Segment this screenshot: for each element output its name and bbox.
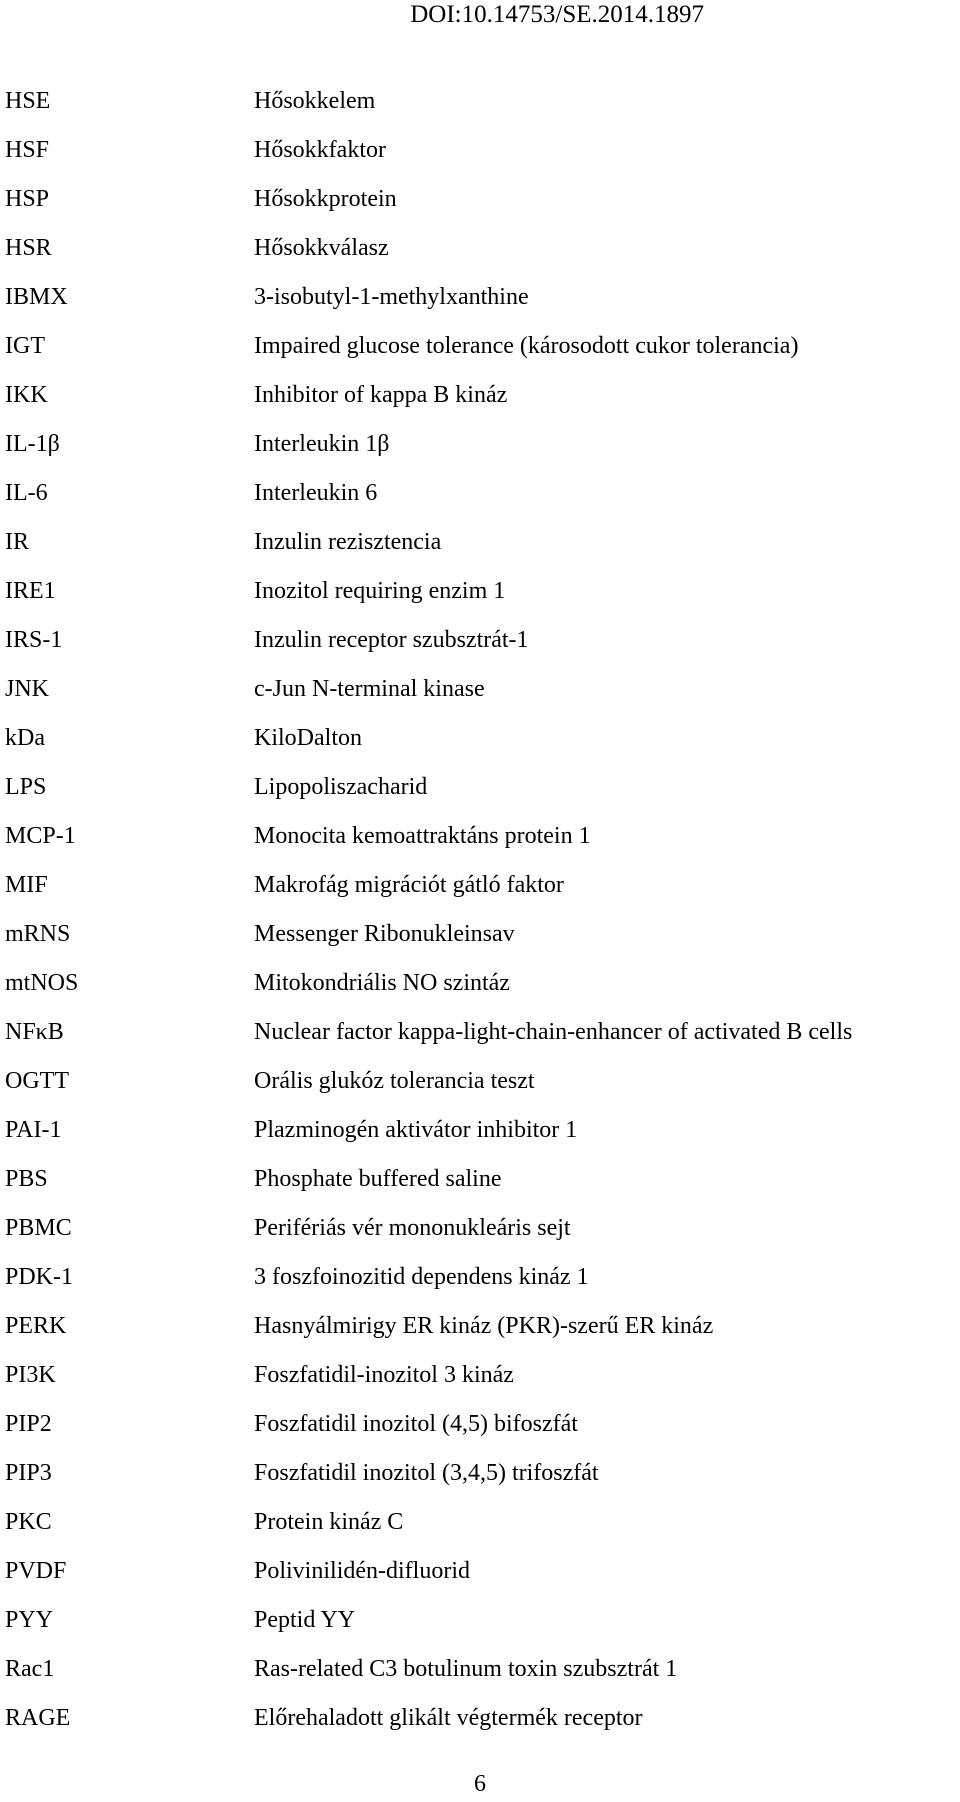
- abbreviation-term: PIP2: [5, 1411, 52, 1437]
- abbreviation-row: [5, 274, 955, 323]
- abbreviation-definition: Orális glukóz tolerancia teszt: [254, 1068, 535, 1094]
- abbreviation-definition: Nuclear factor kappa-light-chain-enhancer of activated B cells: [254, 1019, 853, 1045]
- page-number: 6: [474, 1771, 486, 1797]
- abbreviation-row: [5, 1205, 955, 1254]
- abbreviation-definition: Interleukin 6: [254, 480, 378, 506]
- abbreviation-definition: Hasnyálmirigy ER kináz (PKR)-szerű ER kináz: [254, 1313, 714, 1339]
- doi-header: DOI:10.14753/SE.2014.1897: [410, 1, 704, 28]
- abbreviation-definition: Foszfatidil inozitol (3,4,5) trifoszfát: [254, 1460, 599, 1486]
- abbreviation-row: [5, 1058, 955, 1107]
- abbreviation-term: PYY: [5, 1607, 54, 1633]
- abbreviation-definition: Inozitol requiring enzim 1: [254, 578, 506, 604]
- abbreviation-term: HSF: [5, 137, 50, 163]
- abbreviation-row: [5, 176, 955, 225]
- abbreviation-row: [5, 421, 955, 470]
- abbreviation-term: IR: [5, 529, 29, 555]
- abbreviation-definition: Hősokkfaktor: [254, 137, 386, 163]
- abbreviation-term: PERK: [5, 1313, 67, 1339]
- abbreviation-definition: Perifériás vér mononukleáris sejt: [254, 1215, 571, 1241]
- abbreviation-term: PVDF: [5, 1558, 67, 1584]
- abbreviation-row: [5, 666, 955, 715]
- abbreviation-definition: Előrehaladott glikált végtermék receptor: [254, 1705, 643, 1731]
- abbreviation-definition: Hősokkprotein: [254, 186, 397, 212]
- abbreviation-row: [5, 78, 955, 127]
- abbreviation-row: [5, 568, 955, 617]
- abbreviation-term: HSR: [5, 235, 52, 261]
- abbreviation-definition: Foszfatidil inozitol (4,5) bifoszfát: [254, 1411, 578, 1437]
- abbreviation-list: [5, 78, 955, 1744]
- abbreviation-definition: Plazminogén aktivátor inhibitor 1: [254, 1117, 578, 1143]
- abbreviation-term: PKC: [5, 1509, 52, 1535]
- abbreviation-definition: Interleukin 1β: [254, 431, 390, 457]
- abbreviation-row: [5, 1548, 955, 1597]
- abbreviation-term: IL-1β: [5, 431, 60, 457]
- abbreviation-row: [5, 323, 955, 372]
- abbreviation-row: [5, 1009, 955, 1058]
- abbreviation-definition: Protein kináz C: [254, 1509, 404, 1535]
- abbreviation-term: PAI-1: [5, 1117, 62, 1143]
- abbreviation-definition: c-Jun N-terminal kinase: [254, 676, 485, 702]
- abbreviation-row: [5, 715, 955, 764]
- abbreviation-term: mRNS: [5, 921, 71, 947]
- abbreviation-definition: Hősokkválasz: [254, 235, 389, 261]
- abbreviation-term: IRE1: [5, 578, 56, 604]
- abbreviation-row: [5, 1401, 955, 1450]
- abbreviation-definition: Inhibitor of kappa B kináz: [254, 382, 508, 408]
- abbreviation-row: [5, 617, 955, 666]
- abbreviation-row: [5, 1156, 955, 1205]
- abbreviation-definition: Monocita kemoattraktáns protein 1: [254, 823, 591, 849]
- abbreviation-row: [5, 862, 955, 911]
- abbreviation-row: [5, 1303, 955, 1352]
- abbreviation-definition: Makrofág migrációt gátló faktor: [254, 872, 564, 898]
- abbreviation-row: [5, 1352, 955, 1401]
- abbreviation-definition: Foszfatidil-inozitol 3 kináz: [254, 1362, 514, 1388]
- abbreviation-term: Rac1: [5, 1656, 55, 1682]
- abbreviation-definition: KiloDalton: [254, 725, 362, 751]
- abbreviation-row: [5, 1254, 955, 1303]
- abbreviation-term: PIP3: [5, 1460, 52, 1486]
- abbreviation-term: IRS-1: [5, 627, 63, 653]
- abbreviation-term: OGTT: [5, 1068, 69, 1094]
- abbreviation-definition: 3-isobutyl-1-methylxanthine: [254, 284, 529, 310]
- abbreviation-row: [5, 372, 955, 421]
- abbreviation-definition: Hősokkelem: [254, 88, 376, 114]
- abbreviation-term: PDK-1: [5, 1264, 74, 1290]
- abbreviation-definition: Inzulin receptor szubsztrát-1: [254, 627, 529, 653]
- abbreviation-term: LPS: [5, 774, 47, 800]
- abbreviation-row: [5, 1597, 955, 1646]
- abbreviation-term: MCP-1: [5, 823, 76, 849]
- abbreviation-term: PBMC: [5, 1215, 72, 1241]
- abbreviation-definition: Inzulin rezisztencia: [254, 529, 442, 555]
- abbreviation-row: [5, 1107, 955, 1156]
- abbreviation-definition: Phosphate buffered saline: [254, 1166, 502, 1192]
- abbreviation-definition: Peptid YY: [254, 1607, 356, 1633]
- abbreviation-row: [5, 519, 955, 568]
- abbreviation-term: PI3K: [5, 1362, 56, 1388]
- abbreviation-row: [5, 764, 955, 813]
- abbreviation-definition: Mitokondriális NO szintáz: [254, 970, 510, 996]
- abbreviation-term: IL-6: [5, 480, 48, 506]
- abbreviation-row: [5, 1450, 955, 1499]
- abbreviation-row: [5, 225, 955, 274]
- abbreviation-definition: Messenger Ribonukleinsav: [254, 921, 515, 947]
- abbreviation-term: RAGE: [5, 1705, 71, 1731]
- abbreviation-term: HSP: [5, 186, 50, 212]
- abbreviation-row: [5, 911, 955, 960]
- abbreviation-row: [5, 470, 955, 519]
- abbreviation-term: JNK: [5, 676, 50, 702]
- abbreviation-row: [5, 960, 955, 1009]
- abbreviation-term: HSE: [5, 88, 51, 114]
- abbreviation-term: NFκB: [5, 1019, 64, 1045]
- abbreviation-definition: Polivinilidén-difluorid: [254, 1558, 470, 1584]
- abbreviation-term: IBMX: [5, 284, 68, 310]
- abbreviation-definition: Lipopoliszacharid: [254, 774, 428, 800]
- abbreviation-term: IKK: [5, 382, 48, 408]
- abbreviation-term: PBS: [5, 1166, 48, 1192]
- abbreviation-row: [5, 1499, 955, 1548]
- abbreviation-term: mtNOS: [5, 970, 79, 996]
- abbreviation-term: IGT: [5, 333, 45, 359]
- abbreviation-row: [5, 1646, 955, 1695]
- abbreviation-term: MIF: [5, 872, 48, 898]
- abbreviation-row: [5, 813, 955, 862]
- abbreviation-definition: Ras-related C3 botulinum toxin szubsztrát 1: [254, 1656, 678, 1682]
- abbreviation-definition: Impaired glucose tolerance (károsodott cukor tolerancia): [254, 333, 799, 359]
- abbreviation-term: kDa: [5, 725, 45, 751]
- abbreviation-row: [5, 1695, 955, 1744]
- abbreviation-definition: 3 foszfoinozitid dependens kináz 1: [254, 1264, 589, 1290]
- abbreviation-row: [5, 127, 955, 176]
